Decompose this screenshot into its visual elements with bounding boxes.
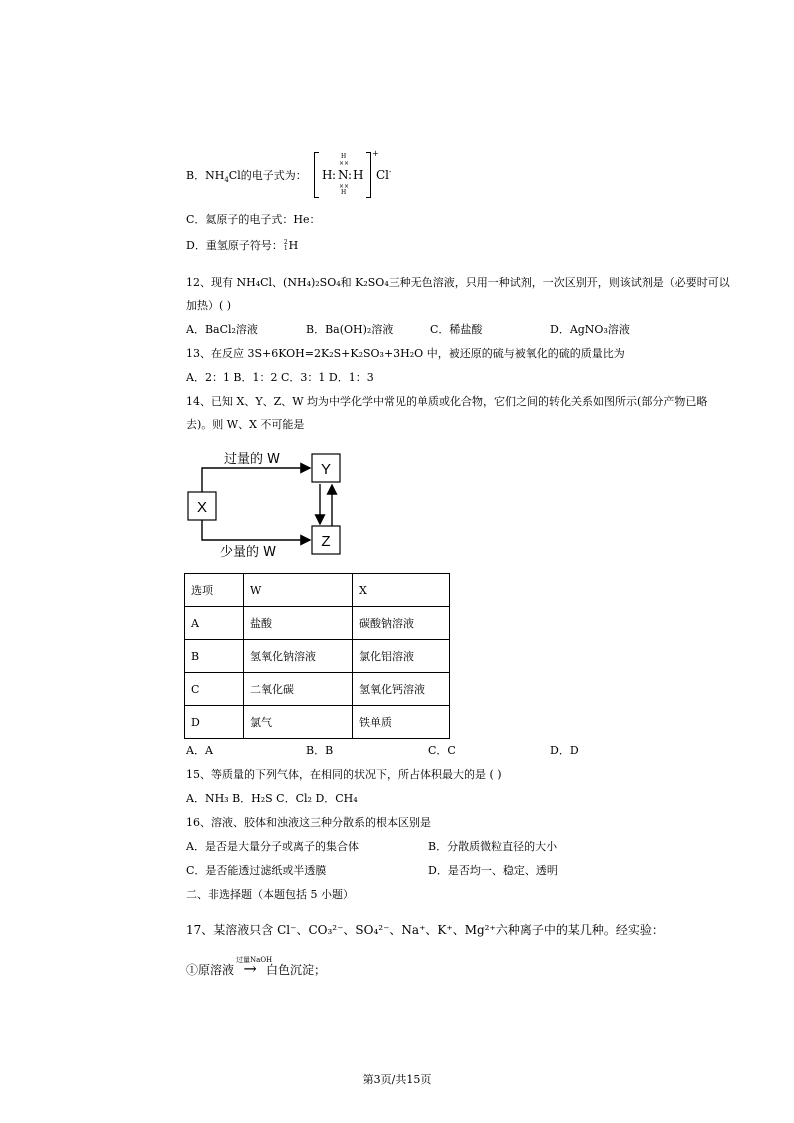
q14-conversion-diagram	[180, 446, 360, 562]
q17-step1-prefix: ①原溶液	[186, 963, 235, 977]
q14-options-table	[184, 573, 450, 739]
q17-step1-reagent: 过量NaOH	[236, 956, 273, 964]
q14-stem-line1: 14、已知 X、Y、Z、W 均为中学化学中常见的单质或化合物，它们之间的转化关系如图所示(部分产物已略	[186, 395, 708, 408]
table-cell: 碳酸钠溶液	[353, 607, 450, 640]
node-z-label: Z	[321, 533, 331, 550]
q12-option-d: D．AgNO₃溶液	[550, 323, 630, 336]
arrow-x-to-z	[202, 520, 310, 540]
table-cell: A	[185, 607, 244, 640]
q16-option-a: A．是否是大量分子或离子的集合体	[186, 840, 359, 853]
header-cell: W	[244, 574, 353, 607]
q11-b-n: N	[338, 168, 349, 182]
q17-stem: 17、某溶液只含 Cl⁻、CO₃²⁻、SO₄²⁻、Na⁺、K⁺、Mg²⁺六种离子中的某几种。经实验：	[186, 923, 664, 937]
q17-step1-result: 白色沉淀；	[266, 963, 327, 977]
q11-option-c: C．氦原子的电子式：He：	[186, 213, 321, 226]
q11-d-prefix: D．重氢原子符号：	[186, 239, 283, 252]
q11-option-b	[186, 168, 307, 188]
q11-b-electron-formula: + H ×× H : N : H ×× H Cl-	[314, 152, 404, 198]
q11-b-anion-charge: -	[389, 168, 392, 176]
table-cell: C	[185, 673, 244, 706]
q11-b-left-h: H	[322, 168, 333, 182]
q11-d-symbol: H	[288, 239, 299, 252]
q16-option-c: C．是否能透过滤纸或半透膜	[186, 864, 327, 877]
q12-stem-line1: 12、现有 NH₄Cl、(NH₄)₂SO₄和 K₂SO₄三种无色溶液，只用一种试剂，一次区别开，则该试剂是（必要时可以	[186, 276, 730, 289]
q12-option-a: A．BaCl₂溶液	[186, 323, 258, 336]
q11-b-anion: Cl-	[376, 168, 392, 182]
q11-b-charge: +	[372, 149, 379, 158]
q14-option-b: B．B	[306, 744, 334, 757]
table-cell: D	[185, 706, 244, 739]
table-cell: 氯气	[244, 706, 353, 739]
bottom-arrow-label: 少量的 W	[220, 545, 276, 560]
q11-b-right-h: H	[353, 168, 364, 182]
q16-option-b: B．分散质微粒直径的大小	[428, 840, 558, 853]
table-cell: 二氧化碳	[244, 673, 353, 706]
top-arrow-label: 过量的 W	[224, 452, 280, 467]
table-cell: B	[185, 640, 244, 673]
node-y-label: Y	[320, 461, 332, 478]
q12-stem-line2: 加热）( )	[186, 299, 232, 312]
q11-b-top-dots: ××	[339, 160, 350, 167]
table-row	[185, 706, 450, 739]
header-cell: X	[353, 574, 450, 607]
q14-option-d: D．D	[550, 744, 579, 757]
q14-option-c: C．C	[428, 744, 456, 757]
table-header-row	[185, 574, 450, 607]
q11-b-label-sub: 4	[224, 176, 229, 185]
right-arrow-icon: →	[243, 959, 257, 978]
q14-stem-line2: 去)。则 W、X 不可能是	[186, 418, 305, 431]
q12-option-c: C．稀盐酸	[430, 323, 483, 336]
q13-stem: 13、在反应 3S+6KOH=2K₂S+K₂SO₃+3H₂O 中，被还原的硫与被氧化的硫的质量比为	[186, 347, 625, 360]
q14-option-a: A．A	[186, 744, 213, 757]
q11-option-d	[186, 238, 298, 254]
table-row	[185, 607, 450, 640]
q17-step1-arrow-group	[234, 956, 273, 978]
q17-step1	[186, 956, 327, 978]
node-x-label: X	[196, 499, 208, 516]
arrow-x-to-y	[202, 468, 310, 492]
page-number-footer: 第3页/共15页	[362, 1073, 432, 1086]
section-2-heading: 二、非选择题（本题包括 5 小题）	[186, 888, 354, 901]
table-cell: 盐酸	[244, 607, 353, 640]
q12-option-b: B．Ba(OH)₂溶液	[306, 323, 394, 336]
q13-options: A．2：1 B．1：2 C．3：1 D．1：3	[186, 371, 374, 384]
table-row	[185, 673, 450, 706]
header-cell: 选项	[185, 574, 244, 607]
q11-d-nuclide-numbers: 2 1	[283, 239, 288, 252]
table-cell: 铁单质	[353, 706, 450, 739]
q11-b-bottom-h: H	[341, 189, 347, 196]
q11-b-top-h: H	[341, 153, 347, 160]
q11-b-label: B．NH	[186, 169, 225, 182]
q16-stem: 16、溶液、胶体和浊液这三种分散系的根本区别是	[186, 816, 431, 829]
q15-options: A．NH₃ B．H₂S C．Cl₂ D．CH₄	[186, 792, 358, 805]
q16-option-d: D．是否均一、稳定、透明	[428, 864, 558, 877]
table-cell: 氯化铝溶液	[353, 640, 450, 673]
q15-stem: 15、等质量的下列气体，在相同的状况下，所占体积最大的是 ( )	[186, 768, 502, 781]
q11-b-bottom-dots: ××	[339, 183, 350, 190]
table-row	[185, 640, 450, 673]
table-cell: 氢氧化钙溶液	[353, 673, 450, 706]
table-cell: 氢氧化钠溶液	[244, 640, 353, 673]
q11-b-label-rest: Cl的电子式为：	[228, 169, 307, 182]
